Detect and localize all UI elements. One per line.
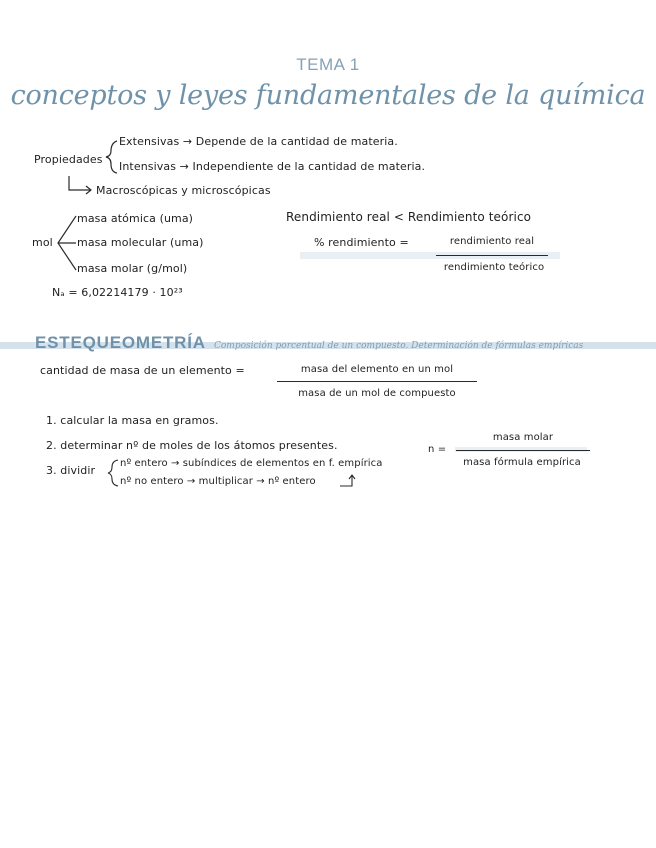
step-2: 2. determinar nº de moles de los átomos presentes. [46, 439, 338, 452]
rendimiento-comparison: Rendimiento real < Rendimiento teórico [286, 210, 532, 224]
n-label: n = [428, 444, 447, 455]
mol-label: mol [32, 236, 53, 249]
section-heading: ESTEQUEOMETRÍA [35, 333, 206, 352]
macro-micro-line: Macroscópicas y microscópicas [96, 184, 271, 197]
extensivas-line: Extensivas → Depende de la cantidad de materia. [119, 135, 398, 148]
loop-back-arrow [338, 474, 356, 490]
rendimiento-denominator: rendimiento teórico [443, 262, 545, 273]
rendimiento-numerator: rendimiento real [449, 236, 535, 247]
propiedades-arrow [66, 176, 94, 196]
page-title: conceptos y leyes fundamentales de la química [10, 80, 646, 111]
propiedades-label: Propiedades [34, 153, 103, 166]
n-denominator: masa fórmula empírica [463, 457, 581, 468]
mol-item-masa-molecular: masa molecular (uma) [77, 236, 204, 249]
mol-brace [54, 214, 78, 272]
avogadro-number: Nₐ = 6,02214179 · 10²³ [52, 286, 183, 299]
cantidad-label: cantidad de masa de un elemento = [40, 364, 245, 377]
propiedades-brace [104, 139, 120, 175]
intensivas-line: Intensivas → Independiente de la cantidad de materia. [119, 160, 426, 173]
mol-item-masa-molar: masa molar (g/mol) [77, 262, 188, 275]
dividir-brace [106, 458, 120, 488]
divide-option-no-entero: nº no entero → multiplicar → nº entero [120, 476, 316, 487]
rendimiento-percent-label: % rendimiento = [314, 236, 409, 249]
section-subheading: Composición porcentual de un compuesto. Determinación de fórmulas empíricas [214, 341, 584, 351]
step-1: 1. calcular la masa en gramos. [46, 414, 219, 427]
cantidad-fraction-line [277, 381, 477, 382]
rendimiento-fraction-line [436, 255, 548, 256]
topic-number: TEMA 1 [296, 55, 360, 74]
n-numerator: masa molar [492, 432, 554, 443]
n-fraction-line [456, 450, 590, 451]
step-3: 3. dividir [46, 464, 96, 477]
cantidad-numerator: masa del elemento en un mol [300, 364, 454, 375]
divide-option-entero: nº entero → subíndices de elementos en f. empírica [120, 458, 383, 469]
cantidad-denominator: masa de un mol de compuesto [298, 388, 456, 399]
mol-item-masa-atomica: masa atómica (uma) [77, 212, 194, 225]
